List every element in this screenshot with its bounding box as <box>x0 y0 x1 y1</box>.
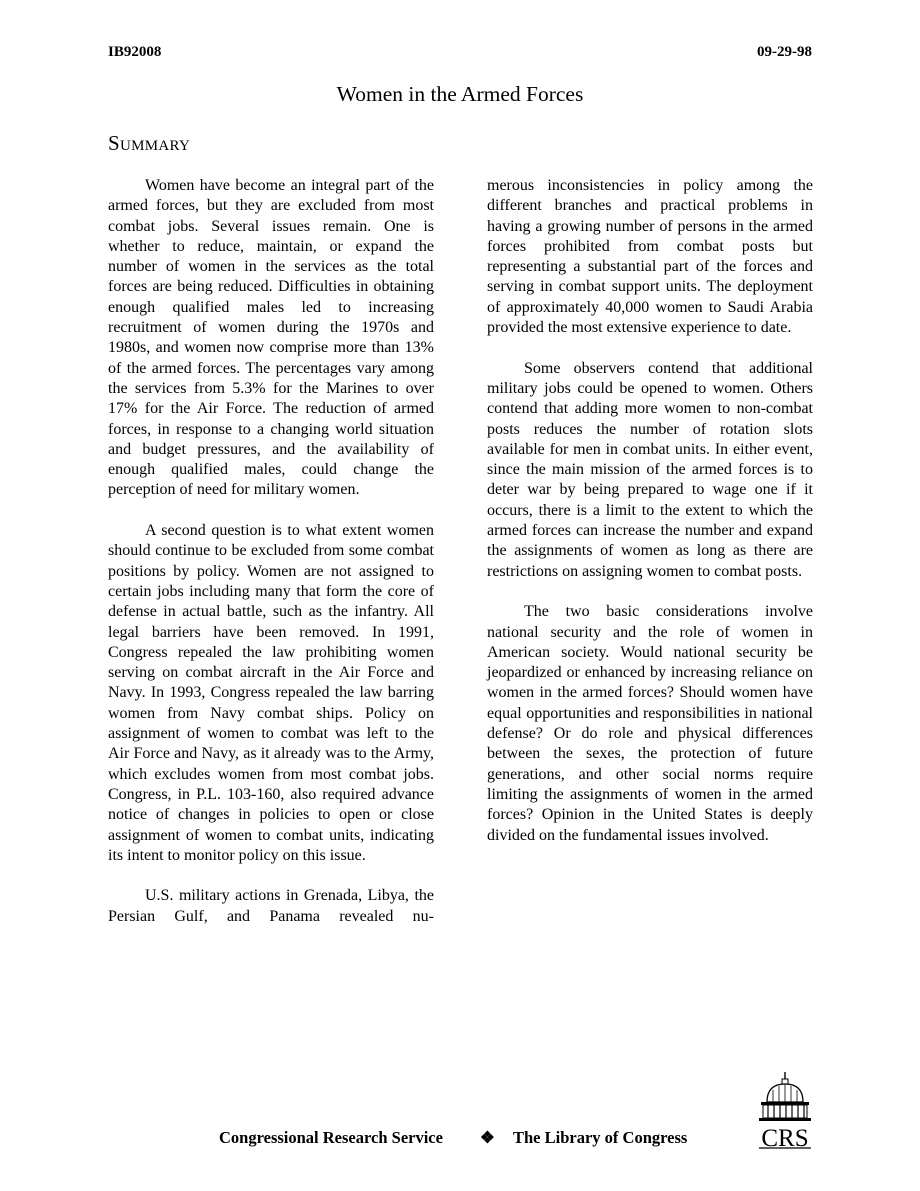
report-id: IB92008 <box>108 44 162 60</box>
right-column <box>487 176 813 866</box>
left-column <box>108 176 434 947</box>
footer-separator: ❖ <box>480 1128 495 1147</box>
capitol-dome-icon <box>755 1070 815 1150</box>
crs-logo-text: CRS <box>761 1125 809 1150</box>
paragraph-1: Women have become an integral part of the armed forces, but they are excluded from most combat jobs. Several issues remain. One is whether to reduce, maintain, or expand the number of women in the services as the total forces are being reduced. Difficulties in obtaining enough qualified males led to increasing recruitment of women during the 1970s and 1980s, and women now comprise more than 13% of the armed forces. The percentages vary among the services from 5.3% for the Marines to over 17% for the Air Force. The reduction of armed forces, in response to a changing world situation and budget pressures, and the availability of enough qualified males, could change the perception of need for military women. <box>108 177 434 499</box>
footer-crs-text: Congressional Research Service <box>219 1128 443 1147</box>
footer-library-text: The Library of Congress <box>513 1128 688 1147</box>
section-heading: Summary <box>108 131 191 155</box>
paragraph-4: Some observers contend that additional military jobs could be opened to women. Others contend that adding more women to non-combat posts reduces the number of rotation slots available for men in combat units. In either event, since the main mission of the armed forces is to deter war by being prepared to wage one if it occurs, there is a limit to the extent to which the armed forces can increase the number and expand the assignments of women as long as there are restrictions on assigning women to combat posts. <box>487 359 813 580</box>
paragraph-3: U.S. military actions in Grenada, Libya, the Persian Gulf, and Panama revealed nu- <box>108 887 434 925</box>
paragraph-3-continued: merous inconsistencies in policy among the different branches and practical problems in having a growing number of persons in the armed forces prohibited from combat posts but representing a substantial part of the forces and serving in combat support units. The deployment of approximately 40,000 women to Saudi Arabia provided the most extensive experience to date. <box>487 177 813 337</box>
report-date: 09-29-98 <box>757 44 812 60</box>
paragraph-2: A second question is to what extent women should continue to be excluded from some combat positions by policy. Women are not assigned to certain jobs including many that form the core of defense in actual battle, such as the infantry. All legal barriers have been removed. In 1991, Congress repealed the law prohibiting women serving on combat aircraft in the Air Force and Navy. In 1993, Congress repealed the law barring women from Navy combat ships. Policy on assignment of women to combat was left to the Air Force and Navy, as it already was to the Army, which excludes women from most combat jobs. Congress, in P.L. 103-160, also required advance notice of changes in policies to open or close assignment of women to combat units, indicating its intent to monitor policy on this issue. <box>108 522 434 864</box>
document-title: Women in the Armed Forces <box>336 82 584 106</box>
paragraph-5: The two basic considerations involve national security and the role of women in American society. Would national security be jeopardized or enhanced by increasing reliance on women in the armed forces? Should women have equal opportunities and responsibilities in national defense? Or do role and physical differences between the sexes, the protection of future generations, and other social norms require limiting the assignments of women in the armed forces? Opinion in the United States is deeply divided on the fundamental issues involved. <box>487 603 813 844</box>
